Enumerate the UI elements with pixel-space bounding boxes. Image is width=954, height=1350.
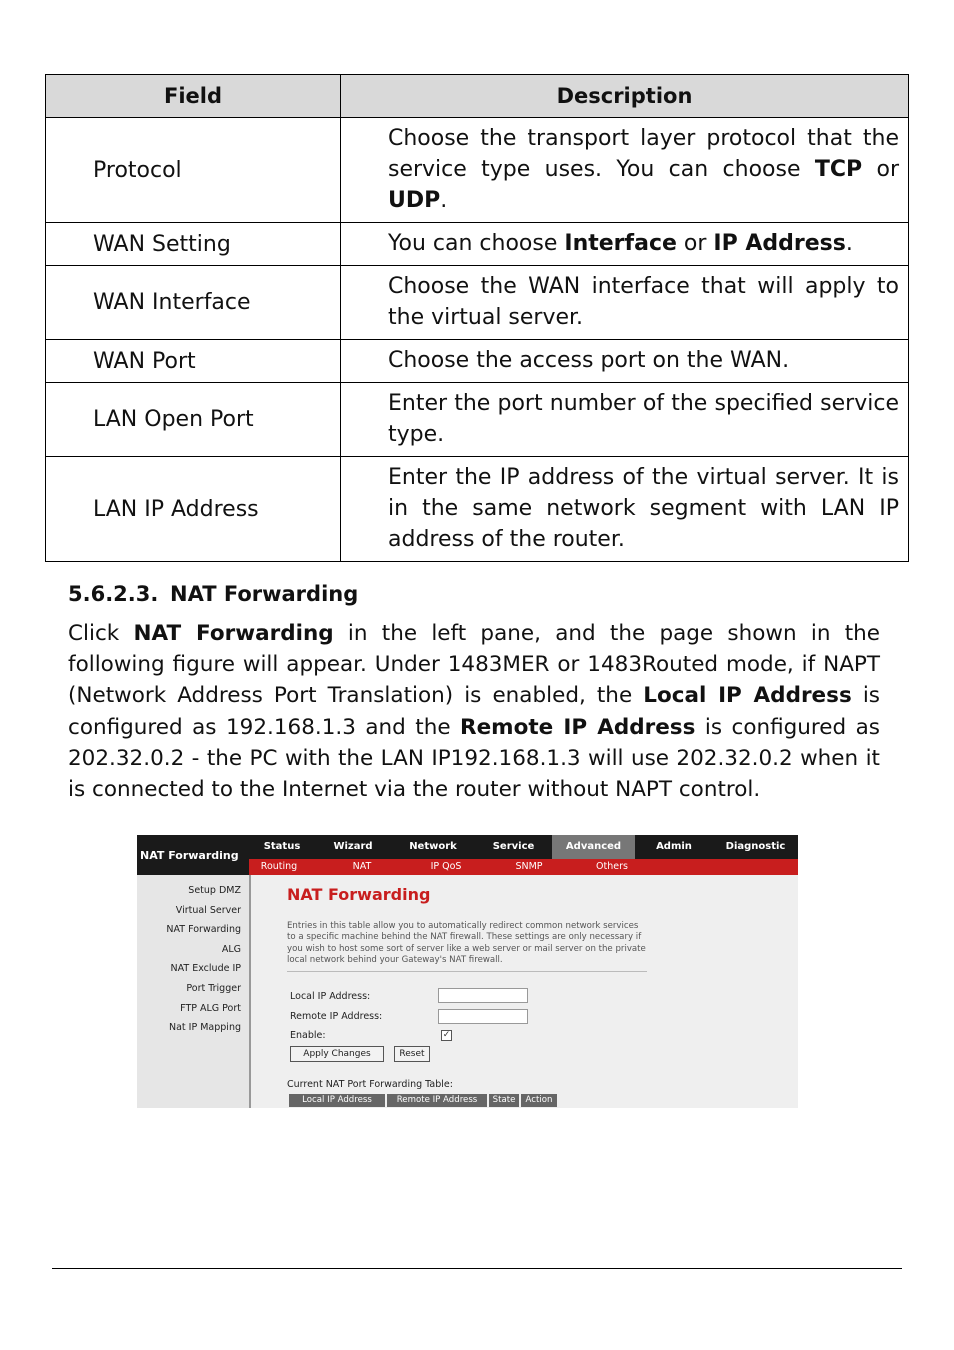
text-run: Click <box>68 621 134 646</box>
description-cell <box>341 118 909 223</box>
field-description-table <box>45 74 909 562</box>
enable-label: Enable: <box>290 1030 326 1041</box>
content-pane <box>251 875 798 1108</box>
apply-changes-button[interactable]: Apply Changes <box>290 1046 384 1062</box>
text-run: Choose the access port on the WAN. <box>388 348 790 373</box>
text-run: Choose the transport layer protocol that the service type uses. You can choose <box>388 126 899 182</box>
table-body <box>46 118 909 562</box>
text-run: in the left pane, and the page shown in the following figure will appear. Under 1483MER or 1483Routed mode, if NAPT (Network Address Port Translation) is enabled, the <box>68 621 880 709</box>
text-run: You can choose <box>388 231 565 256</box>
router-screenshot <box>137 835 798 1108</box>
subnav-item-nat[interactable]: NAT <box>352 861 372 872</box>
subnav-item-snmp[interactable]: SNMP <box>515 861 543 872</box>
bold-term: TCP <box>814 157 863 182</box>
nav-tab-advanced[interactable]: Advanced <box>552 835 635 859</box>
nat-table-header-cell: Local IP Address <box>289 1094 385 1107</box>
subnav-item-others[interactable]: Others <box>596 861 628 872</box>
table-row <box>46 457 909 562</box>
header-description: Description <box>341 75 909 118</box>
field-cell: WAN Interface <box>46 266 341 340</box>
nav-tab-diagnostic[interactable]: Diagnostic <box>725 841 786 852</box>
nav-tab-admin[interactable]: Admin <box>656 841 692 852</box>
nav-tab-service[interactable]: Service <box>492 841 535 852</box>
text-run: is configured as 192.168.1.3 and the <box>68 683 880 740</box>
nav-tab-status[interactable]: Status <box>263 841 301 852</box>
remote-ip-input[interactable] <box>438 1009 528 1024</box>
sidebar-item-setup-dmz[interactable]: Setup DMZ <box>188 885 241 896</box>
sidebar-item-port-trigger[interactable]: Port Trigger <box>186 983 241 994</box>
reset-button[interactable]: Reset <box>394 1046 430 1062</box>
description-cell <box>341 383 909 457</box>
sidebar-item-nat-exclude-ip[interactable]: NAT Exclude IP <box>170 963 241 975</box>
table-header-row <box>46 75 909 118</box>
nav-tab-network[interactable]: Network <box>409 841 457 852</box>
field-cell: WAN Port <box>46 340 341 383</box>
sidebar-item-nat-forwarding[interactable]: NAT Forwarding <box>166 924 241 936</box>
divider <box>287 971 647 972</box>
sidebar-item-alg[interactable]: ALG <box>221 943 241 955</box>
field-cell: WAN Setting <box>46 223 341 266</box>
section-title: NAT Forwarding <box>170 582 359 606</box>
description-cell <box>341 340 909 383</box>
description-cell <box>341 457 909 562</box>
corner-title-box <box>137 835 249 875</box>
description-cell <box>341 223 909 266</box>
table-label: Current NAT Port Forwarding Table: <box>287 1079 453 1090</box>
page-description: Entries in this table allow you to automatically redirect common network services to a specific machine behind the NAT firewall. These settings are only necessary if you wish to host some sort of server like a web server or mail server on the private local network behind your Gateway's NAT firewall. <box>287 921 646 965</box>
text-run: Choose the WAN interface that will apply to the virtual server. <box>388 274 899 330</box>
subnav-item-ip-qos[interactable]: IP QoS <box>430 861 462 872</box>
subnav-item-routing[interactable]: Routing <box>260 861 298 872</box>
corner-title: NAT Forwarding <box>140 849 239 862</box>
field-cell: LAN Open Port <box>46 383 341 457</box>
table-row <box>46 118 909 223</box>
text-run: is configured as 202.32.0.2 - the PC with the LAN IP192.168.1.3 will use 202.32.0.2 when it is connected to the Internet via the router without NAPT control. <box>68 714 880 803</box>
field-cell: LAN IP Address <box>46 457 341 562</box>
sidebar <box>137 875 251 1108</box>
local-ip-label: Local IP Address: <box>290 991 371 1002</box>
bold-term: NAT Forwarding <box>133 621 334 646</box>
section-number: 5.6.2.3. <box>68 582 159 606</box>
nat-table-header-cell: State <box>489 1094 519 1107</box>
bold-term: Local IP Address <box>643 683 852 709</box>
local-ip-input[interactable] <box>438 988 528 1003</box>
header-field: Field <box>46 75 341 118</box>
field-cell: Protocol <box>46 118 341 223</box>
sidebar-item-virtual-server[interactable]: Virtual Server <box>175 904 241 916</box>
enable-checkbox[interactable]: ✓ <box>442 1030 451 1040</box>
main-nav <box>249 835 798 859</box>
nat-table-header-cell: Remote IP Address <box>387 1094 487 1107</box>
nav-tab-wizard[interactable]: Wizard <box>333 841 373 852</box>
nat-table-header <box>289 1094 559 1107</box>
bold-term: IP Address <box>713 231 846 256</box>
nat-table-header-cell: Action <box>521 1094 557 1107</box>
footer-rule <box>52 1268 902 1269</box>
sub-nav <box>249 859 798 875</box>
text-run: Enter the port number of the specified service type. <box>388 391 899 447</box>
description-cell <box>341 266 909 340</box>
section-heading <box>68 582 358 606</box>
text-run: . <box>845 231 853 256</box>
section-paragraph <box>68 618 880 805</box>
table-row <box>46 266 909 340</box>
table-row <box>46 340 909 383</box>
page-title: NAT Forwarding <box>287 885 431 904</box>
text-run: . <box>440 188 448 213</box>
remote-ip-label: Remote IP Address: <box>290 1011 383 1022</box>
table-row <box>46 223 909 266</box>
text-run: Enter the IP address of the virtual server. It is in the same network segment with LAN IP address of the router. <box>388 465 899 552</box>
bold-term: Remote IP Address <box>460 714 696 740</box>
sidebar-item-ftp-alg-port[interactable]: FTP ALG Port <box>180 1002 241 1014</box>
bold-term: UDP <box>388 188 441 213</box>
text-run: or <box>862 157 899 182</box>
sidebar-item-nat-ip-mapping[interactable]: Nat IP Mapping <box>169 1022 241 1034</box>
bold-term: Interface <box>564 231 677 256</box>
text-run: or <box>676 231 714 256</box>
table-row <box>46 383 909 457</box>
